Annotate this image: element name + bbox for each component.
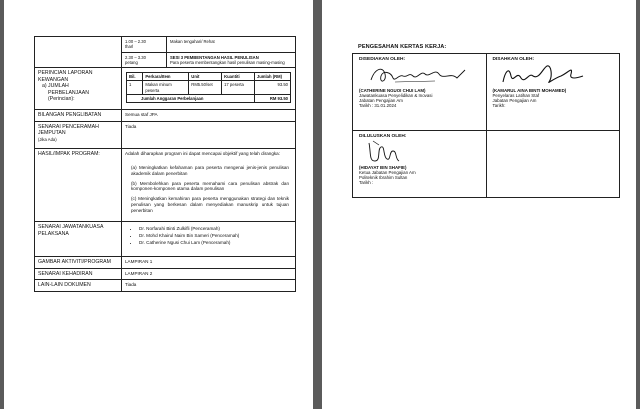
invited-row <box>35 121 296 148</box>
schedule-desc: Makan tengahari/ Rehat <box>167 37 296 52</box>
total-label: Jumlah Anggaran Perbelanjaan <box>127 94 255 102</box>
reviewed-cell <box>353 131 487 198</box>
approval-table <box>352 53 620 198</box>
report-table <box>34 36 296 292</box>
document-page-1 <box>4 0 313 409</box>
expense-table <box>126 72 291 103</box>
committee-member: • Dr. Catherine Ngusi Chui Lam (Penceramah) <box>139 240 292 246</box>
prepared-role1: Jawatankuasa Penyelidikan & Inovasi <box>359 93 433 98</box>
other-docs-value: Tiada <box>122 280 296 292</box>
photos-value: LAMPIRAN 1 <box>122 257 296 269</box>
schedule-time: 1.00 – 2.30 <box>125 39 146 44</box>
finance-sub-a: a) JUMLAH <box>42 83 69 89</box>
approved-role2: Jabatan Pengajian Am <box>492 98 537 103</box>
empty-cell <box>486 131 620 198</box>
cell-bil: 1 <box>127 81 143 95</box>
approved-date: Tarikh: <box>492 103 506 108</box>
approved-role1: Penyelaras Latihan Staf <box>492 93 540 98</box>
results-intro: Adalah diharapkan program ini dapat mencapai objektif yang telah dirangka: <box>125 150 281 156</box>
attendance-value: LAMPIRAN 2 <box>122 268 296 280</box>
other-docs-label: LAIN-LAIN DOKUMEN <box>35 280 122 292</box>
cell-unit: RM5.50/set <box>189 81 222 95</box>
results-item: (a) Meningkatkan kefahaman para peserta mengenai jenis-jenis penulisan akademik dalam penerbitan <box>131 165 289 176</box>
reviewed-name: (HIDAYAT BIN SHAFIE) <box>359 165 407 170</box>
signature-hidayat <box>359 139 480 165</box>
participants-label: BILANGAN PENGLIBATAN <box>35 110 122 122</box>
participants-row <box>35 110 296 122</box>
col-unit: Unit <box>189 73 222 81</box>
attendance-label: SENARAI KEHADIRAN <box>35 268 122 280</box>
schedule-time-unit: tharl <box>125 44 134 50</box>
invited-label-sub: (Jika Ada) <box>38 136 57 142</box>
schedule-time: 2.30 – 3.30 <box>125 54 146 60</box>
committee-label: SENARAI JAWATANKUASA PELAKSANA <box>35 222 122 257</box>
expense-total-row <box>127 94 291 102</box>
results-list <box>125 165 289 213</box>
finance-sub-b: PERBELANJAAN <box>48 89 89 96</box>
col-bil: Bil. <box>127 73 143 81</box>
reviewed-title: DILULUSKAN OLEH: <box>359 134 407 139</box>
approval-heading: PENGESAHAN KERTAS KERJA: <box>358 44 447 50</box>
schedule-table <box>122 37 295 67</box>
approved-name: (KAMARUL AINA BINTI MOHAMED) <box>492 88 567 93</box>
attendance-row <box>35 268 296 280</box>
invited-value: Tiada <box>122 121 296 148</box>
participants-value: Semua staf JPA <box>122 110 296 122</box>
col-qty: Kuantiti <box>222 73 255 81</box>
committee-row <box>35 222 296 257</box>
reviewed-role2: Politeknik Ibrahim Sultan <box>359 175 408 180</box>
schedule-row <box>35 37 296 68</box>
committee-list <box>125 226 292 245</box>
prepared-title: DISEDIAKAN OLEH: <box>359 57 406 62</box>
cell-total: 93.50 <box>254 81 290 95</box>
expense-row <box>127 81 291 95</box>
committee-member: • Dr. Mohd Khairul Naim Bin Sameri (Penceramah) <box>139 233 292 239</box>
expense-header <box>127 73 291 81</box>
prepared-name: (CATHERINE NGUOI CHUI LAM) <box>359 88 426 93</box>
finance-label: PERINCIAN LAPORAN KEWANGAN <box>38 70 93 83</box>
finance-row <box>35 68 296 110</box>
photos-label: GAMBAR AKTIVITI/PROGRAM <box>35 257 122 269</box>
reviewed-role1: Ketua Jabatan Pengajian Am <box>359 170 416 175</box>
signature-catherine <box>359 62 480 88</box>
schedule-session-desc: Para peserta membentangkan hasil penulisan masing-masing <box>170 59 285 65</box>
schedule-session-title: SESI 3 PEMBENTANGAN HASIL PENULISAN <box>170 54 259 60</box>
committee-member: • Dr. Norfarahi Binti Zulkifli (Penceramah) <box>139 226 292 232</box>
results-row <box>35 148 296 222</box>
col-total: Jumlah (RM) <box>254 73 290 81</box>
invited-label: SENARAI PENCERAMAH JEMPUTAN <box>38 123 99 136</box>
photos-row <box>35 257 296 269</box>
results-item: (c) Meningkatkan kemahiran para peserta menggunakan strategi dan teknik penulisan yang berkesan dalam menyediakan manuskrip untuk tujuan penerbitan <box>131 196 289 213</box>
col-item: Perkara/Item <box>143 73 189 81</box>
cell-item: Makan minum peserta <box>143 81 189 95</box>
approved-title: DISAHKAN OLEH: <box>492 57 535 62</box>
total-value: RM 93.50 <box>254 94 290 102</box>
document-page-2 <box>322 0 636 409</box>
schedule-time-unit: petang <box>125 59 138 65</box>
results-label: HASIL/IMPAK PROGRAM: <box>35 148 122 222</box>
approved-cell <box>486 54 620 131</box>
finance-sub-c: (Perincian): <box>48 96 75 102</box>
prepared-date: Tarikh : 31.01.2024 <box>359 103 397 108</box>
other-docs-row <box>35 280 296 292</box>
cell-qty: 17 peserta <box>222 81 255 95</box>
signature-kamarul <box>493 62 614 88</box>
results-item: (b) Membolehkan para peserta memahami cara penulisan abstrak dan komponen-komponen utama dalam penulisan <box>131 180 289 192</box>
reviewed-date: Tarikh : <box>359 180 374 185</box>
prepared-cell <box>353 54 487 131</box>
prepared-role2: Jabatan Pengajian Am <box>359 98 403 103</box>
